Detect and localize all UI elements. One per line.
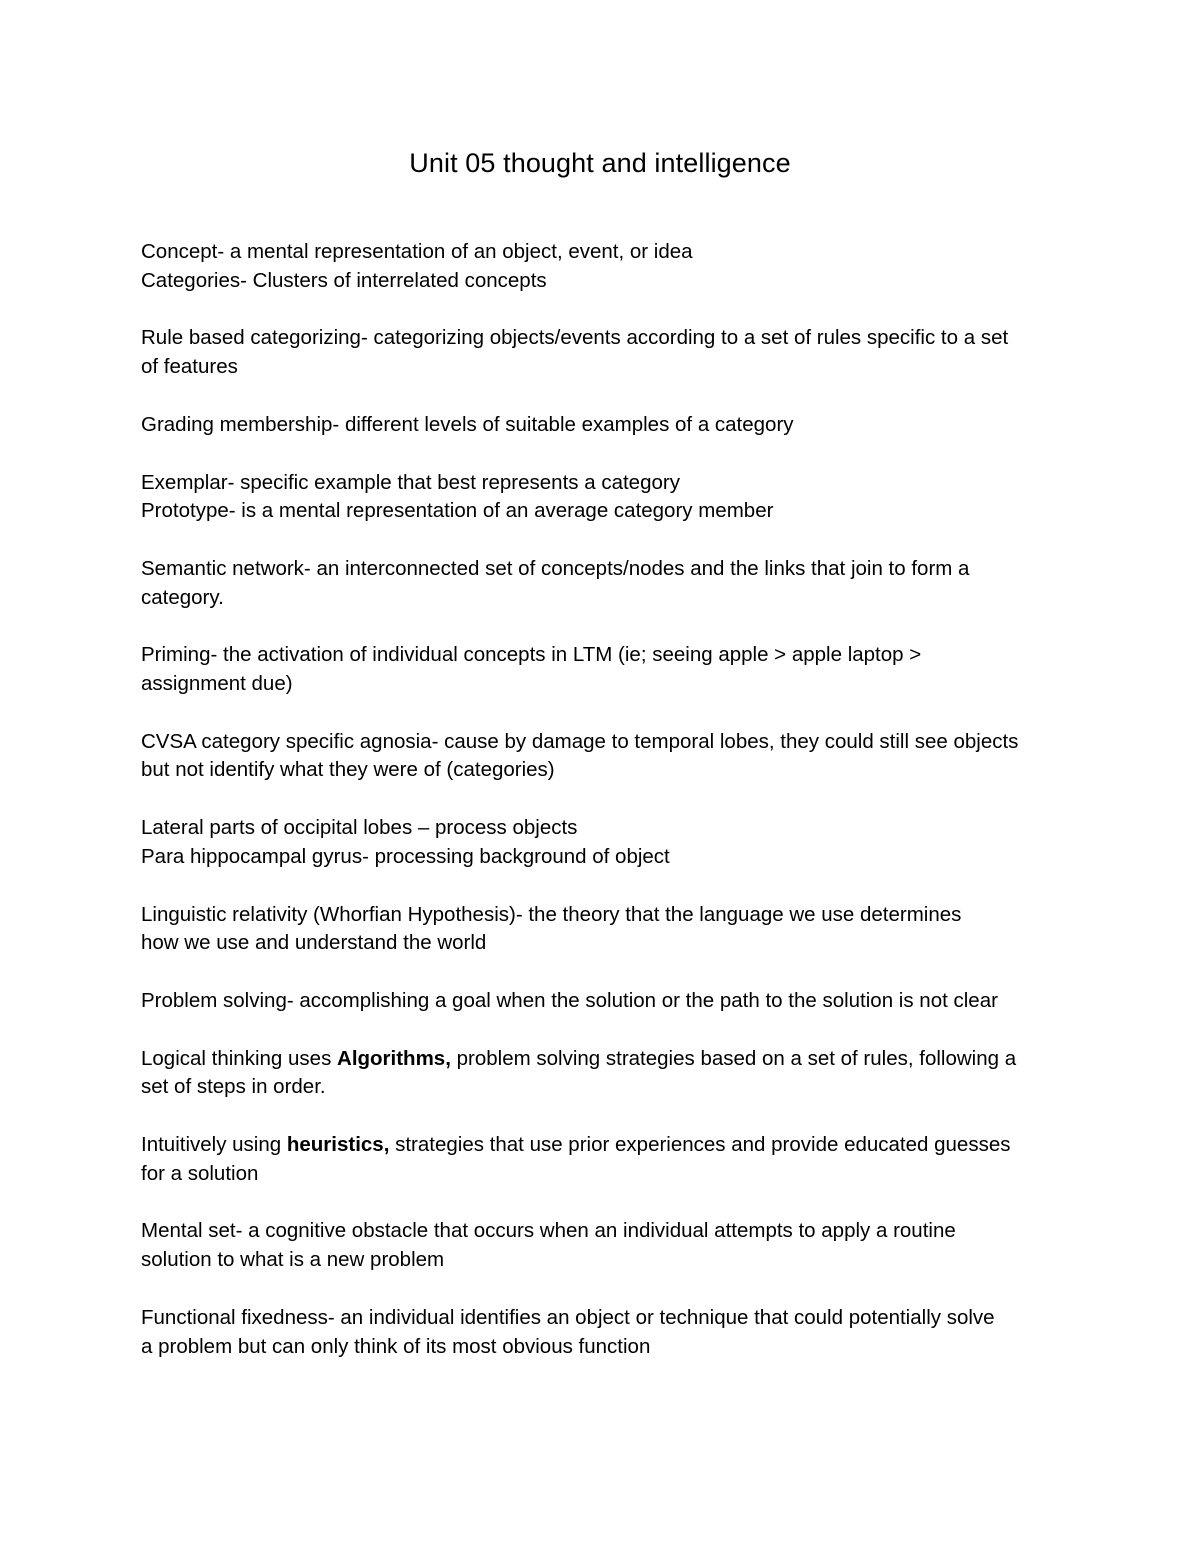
text-line: for a solution <box>141 1161 259 1185</box>
paragraph-cvsa <box>141 728 1071 785</box>
text-line: Concept- a mental representation of an object, event, or idea <box>141 240 693 263</box>
text-line: Linguistic relativity (Whorfian Hypothesis)- the theory that the language we use determines <box>141 902 962 926</box>
text-line: Problem solving- accomplishing a goal when the solution or the path to the solution is not clear <box>141 988 998 1012</box>
text-run: Logical thinking uses <box>141 1046 338 1070</box>
text-run: Intuitively using <box>141 1133 287 1157</box>
text-line: of features <box>141 355 238 379</box>
text-line: Grading membership- different levels of suitable examples of a category <box>141 412 794 436</box>
paragraph-problem-solving <box>141 987 1071 1016</box>
text-line: category. <box>141 585 224 609</box>
paragraph-algorithms <box>141 1045 1071 1102</box>
text-line <box>141 1045 1071 1074</box>
paragraph-linguistic-relativity <box>141 901 1071 958</box>
paragraph-occipital <box>141 814 1071 871</box>
paragraph-rule-based <box>141 324 1071 381</box>
text-line: Mental set- a cognitive obstacle that occurs when an individual attempts to apply a routine <box>141 1219 956 1243</box>
text-run: strategies that use prior experiences and provide educated guesses <box>389 1133 1011 1157</box>
text-line: Exemplar- specific example that best represents a category <box>141 470 680 494</box>
paragraph-exemplar <box>141 469 1071 526</box>
text-line: Rule based categorizing- categorizing objects/events according to a set of rules specific to a set <box>141 326 1009 350</box>
text-line: but not identify what they were of (categories) <box>141 758 555 782</box>
text-line: Lateral parts of occipital lobes – process objects <box>141 816 578 840</box>
paragraph-functional-fixedness <box>141 1304 1071 1361</box>
text-line: CVSA category specific agnosia- cause by damage to temporal lobes, they could still see objects <box>141 729 1019 753</box>
text-line: how we use and understand the world <box>141 931 487 955</box>
text-line: assignment due) <box>141 672 293 696</box>
text-line: Para hippocampal gyrus- processing background of object <box>141 844 670 868</box>
paragraph-grading <box>141 411 1071 440</box>
text-line <box>141 1131 1071 1160</box>
paragraph-mental-set <box>141 1217 1071 1274</box>
paragraph-semantic-network <box>141 555 1071 612</box>
notes-body <box>141 238 1071 1390</box>
text-line: set of steps in order. <box>141 1075 326 1099</box>
text-line: Functional fixedness- an individual identifies an object or technique that could potentially solve <box>141 1305 995 1329</box>
text-line: a problem but can only think of its most obvious function <box>141 1334 651 1358</box>
paragraph-heuristics <box>141 1131 1071 1188</box>
paragraph-concept <box>141 238 1071 295</box>
text-line: Semantic network- an interconnected set of concepts/nodes and the links that join to form a <box>141 556 970 580</box>
text-run: problem solving strategies based on a set of rules, following a <box>450 1046 1017 1070</box>
text-line: Categories- Clusters of interrelated concepts <box>141 268 547 292</box>
paragraph-priming <box>141 641 1071 698</box>
page-title: Unit 05 thought and intelligence <box>409 148 791 178</box>
text-line: solution to what is a new problem <box>141 1248 445 1272</box>
bold-term: heuristics, <box>286 1133 390 1157</box>
bold-term: Algorithms, <box>337 1046 451 1070</box>
text-line: Priming- the activation of individual concepts in LTM (ie; seeing apple > apple laptop > <box>141 643 922 667</box>
text-line: Prototype- is a mental representation of an average category member <box>141 499 774 523</box>
